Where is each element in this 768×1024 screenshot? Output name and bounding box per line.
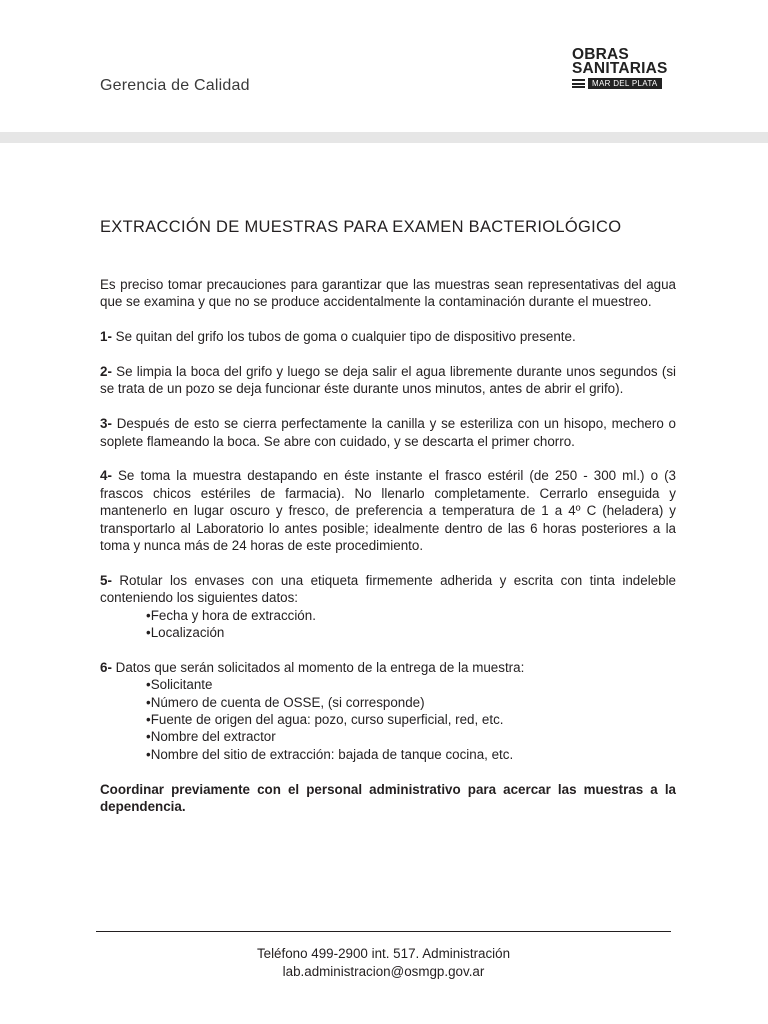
closing-note: Coordinar previamente con el personal administrativo para acercar las muestras a la dependencia. (100, 781, 676, 815)
step-text: Después de esto se cierra perfectamente la canilla y se esteriliza con un hisopo, mechero o soplete flameando la boca. Se abre con cuidado, y se descarta el primer chorro. (100, 416, 676, 449)
step-number: 3- (100, 416, 112, 432)
document-title: EXTRACCIÓN DE MUESTRAS PARA EXAMEN BACTERIOLÓGICO (100, 218, 622, 236)
list-item: •Fuente de origen del agua: pozo, curso superficial, red, etc. (146, 712, 504, 728)
step-number: 5- (100, 572, 112, 588)
step-number: 6- (100, 659, 112, 675)
step-text: Rotular los envases con una etiqueta firmemente adherida y escrita con tinta indeleble conteniendo los siguientes datos: (100, 572, 676, 606)
intro-paragraph: Es preciso tomar precauciones para garantizar que las muestras sean representativas del agua que se examina y que no se produce accidentalmente la contaminación durante el muestreo. (100, 277, 676, 310)
document-body (100, 276, 676, 833)
step-6 (100, 659, 676, 763)
step-3 (100, 415, 676, 450)
osse-logo (572, 48, 676, 89)
logo-line-2: SANITARIAS (572, 60, 668, 77)
list-item: •Fecha y hora de extracción. (146, 607, 316, 623)
logo-tag: MAR DEL PLATA (588, 78, 662, 89)
footer-divider (96, 931, 671, 932)
footer-phone: Teléfono 499-2900 int. 517. Administración (256, 946, 511, 961)
list-item: •Número de cuenta de OSSE, (si corresponde) (146, 694, 425, 710)
step-6-text (100, 659, 676, 676)
step-text: Datos que serán solicitados al momento de la entrega de la muestra: (111, 659, 525, 675)
header-divider-band (0, 132, 768, 143)
department-name: Gerencia de Calidad (100, 77, 250, 94)
list-item: •Nombre del sitio de extracción: bajada de tanque cocina, etc. (146, 746, 514, 762)
step-5 (100, 572, 676, 642)
step-number: 1- (100, 329, 112, 345)
footer-email: lab.administracion@osmgp.gov.ar (282, 964, 485, 979)
list-item: •Localización (146, 625, 225, 641)
list-item: •Nombre del extractor (146, 729, 276, 745)
step-2 (100, 363, 676, 398)
list-item: •Solicitante (146, 677, 213, 693)
step-text: Se limpia la boca del grifo y luego se deja salir el agua libremente durante unos segundos (si se trata de un pozo se deja funcionar éste durante unos minutos, antes de abrir el grifo). (100, 364, 676, 397)
logo-bars-icon (572, 79, 585, 88)
step-5-text (100, 572, 676, 607)
footer (96, 945, 671, 981)
step-number: 4- (100, 468, 112, 484)
step-5-list (100, 607, 676, 642)
step-text: Se quitan del grifo los tubos de goma o cualquier tipo de dispositivo presente. (111, 329, 576, 345)
logo-line-1: OBRAS (572, 46, 629, 63)
step-6-list (100, 676, 676, 763)
step-1 (100, 328, 676, 345)
step-4 (100, 467, 676, 554)
step-text: Se toma la muestra destapando en éste instante el frasco estéril (de 250 - 300 ml.) o (3 frascos chicos estériles de farmacia). No llenarlo completamente. Cerrarlo enseguida y mantenerlo en lugar oscuro y fresco, de preferencia a temperatura de 1 a 4º C (heladera) y transportarlo al Laboratorio lo antes posible; idealmente dentro de las 6 horas posteriores a la toma y nunca más de 24 horas de este procedimiento. (100, 468, 676, 554)
step-number: 2- (100, 364, 112, 379)
